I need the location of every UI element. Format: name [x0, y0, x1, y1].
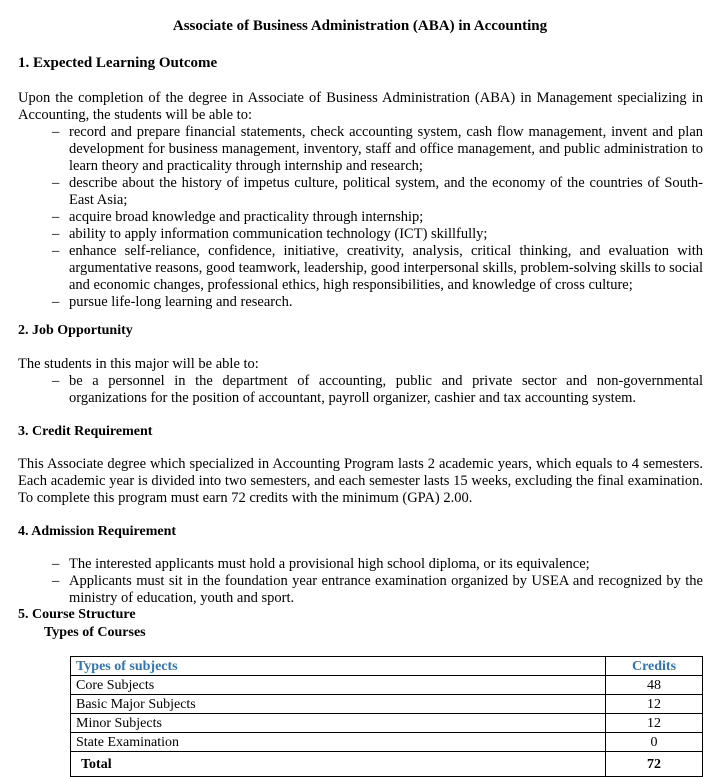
list-item: – Applicants must sit in the foundation year entrance examination organized by USEA and recognized by the ministry of education, youth and sport. — [52, 573, 703, 606]
heading-course-structure: 5. Course Structure — [18, 607, 136, 622]
subject-cell: State Examination — [71, 733, 606, 752]
subject-cell: Basic Major Subjects — [71, 695, 606, 714]
outcome-intro: Upon the completion of the degree in Associate of Business Administration (ABA) in Management specializing in Accounting, the students will be able to: — [18, 90, 703, 123]
table-row — [71, 676, 703, 695]
bullet-dash: – — [52, 373, 60, 389]
heading-job-opportunity: 2. Job Opportunity — [18, 323, 133, 338]
table-row — [71, 714, 703, 733]
list-item: – pursue life-long learning and research. — [52, 294, 293, 310]
heading-admission-requirement: 4. Admission Requirement — [18, 524, 177, 539]
bullet-dash: – — [52, 556, 60, 572]
credit-text: This Associate degree which specialized in Accounting Program lasts 2 academic years, which equals to 4 semesters. Each academic year is divided into two semesters, and each semester lasts 15 weeks, excluding the final examination. To complete this program must earn 72 credits with the minimum (GPA) 2.00. — [18, 456, 703, 506]
table-row — [71, 695, 703, 714]
bullet-dash: – — [52, 209, 60, 225]
course-types-table — [70, 656, 703, 777]
outcome-list — [52, 124, 703, 311]
bullet-dash: – — [52, 573, 60, 589]
column-header-credits: Credits — [606, 657, 703, 676]
total-value: 72 — [606, 752, 703, 777]
list-item: – ability to apply information communication technology (ICT) skillfully; — [52, 226, 488, 242]
credits-cell: 12 — [606, 695, 703, 714]
column-header-subject: Types of subjects — [71, 657, 606, 676]
bullet-dash: – — [52, 243, 60, 259]
admission-list — [52, 556, 703, 607]
subject-cell: Minor Subjects — [71, 714, 606, 733]
table-row — [71, 733, 703, 752]
credits-cell: 0 — [606, 733, 703, 752]
bullet-dash: – — [52, 226, 60, 242]
bullet-dash: – — [52, 175, 60, 191]
job-list — [52, 373, 703, 407]
credits-cell: 48 — [606, 676, 703, 695]
table-header-row — [71, 657, 703, 676]
document-title: Associate of Business Administration (ABA) in Accounting — [172, 18, 548, 34]
total-label: Total — [71, 752, 606, 777]
table-total-row — [71, 752, 703, 777]
subject-cell: Core Subjects — [71, 676, 606, 695]
bullet-dash: – — [52, 124, 60, 140]
list-item: – describe about the history of impetus culture, political system, and the economy of the countries of South-East Asia; — [52, 175, 703, 208]
heading-credit-requirement: 3. Credit Requirement — [18, 424, 153, 439]
list-item: – The interested applicants must hold a provisional high school diploma, or its equivalence; — [52, 556, 590, 572]
bullet-dash: – — [52, 294, 60, 310]
list-item: – be a personnel in the department of accounting, public and private sector and non-governmental organizations for the position of accountant, payroll organizer, cashier and tax accounting system. — [52, 373, 703, 406]
list-item: – enhance self-reliance, confidence, initiative, creativity, analysis, critical thinking, and evaluation with argumentative reasons, good teamwork, leadership, good interpersonal skills, problem-solving skills to social and economic changes, professional ethics, high responsibilities, and knowledge of cross culture; — [52, 243, 703, 293]
list-item: – acquire broad knowledge and practicality through internship; — [52, 209, 424, 225]
job-intro: The students in this major will be able to: — [18, 356, 259, 372]
subheading-types-of-courses: Types of Courses — [44, 625, 146, 640]
list-item: – record and prepare financial statements, check accounting system, cash flow management, invent and plan development for business management, inventory, staff and office management, and public administration to learn theory and practicality through internship and research; — [52, 124, 703, 174]
heading-learning-outcome: 1. Expected Learning Outcome — [18, 55, 218, 71]
credits-cell: 12 — [606, 714, 703, 733]
